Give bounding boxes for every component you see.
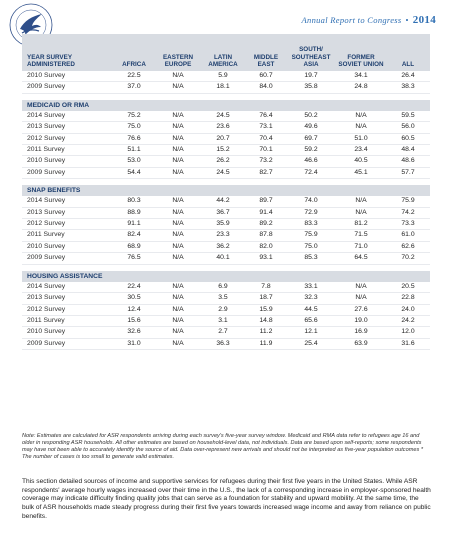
- cell-middle-east: 89.7: [246, 196, 286, 207]
- cell-latin-america: 15.2: [200, 145, 246, 156]
- section-header-row: [22, 100, 430, 111]
- cell-middle-east: 84.0: [246, 82, 286, 93]
- cell-africa: 30.5: [112, 293, 156, 304]
- cell-latin-america: 36.2: [200, 241, 246, 252]
- section-header-row: [22, 185, 430, 196]
- cell-label: 2014 Survey: [22, 282, 112, 293]
- cell-south-southeast-asia: 49.6: [286, 122, 336, 133]
- cell-eastern-europe: N/A: [156, 219, 200, 230]
- cell-south-southeast-asia: 69.7: [286, 133, 336, 144]
- cell-middle-east: 60.7: [246, 71, 286, 82]
- cell-middle-east: 87.8: [246, 230, 286, 241]
- data-table-container: [22, 34, 430, 350]
- cell-former-soviet-union: N/A: [336, 282, 386, 293]
- table-row: [22, 156, 430, 167]
- col-africa: AFRICA: [112, 34, 156, 71]
- cell-all: 62.6: [386, 241, 430, 252]
- cell-former-soviet-union: N/A: [336, 122, 386, 133]
- section-summary-paragraph: This section detailed sources of income and supportive services for refugees during their first five years in the United States. While ASR respondents' average hourly wages increased over their time in the U.S., the lack of a corresponding increase in employer-sponsored health coverage may indicate difficulty finding quality jobs that can serve as a foundation for stability and upward mobility. At the same time, the bulk of ASR households made steady progress during their first five years towards increased wage income and away from reliance on public benefits.: [22, 478, 431, 520]
- cell-latin-america: 44.2: [200, 196, 246, 207]
- cell-middle-east: 70.4: [246, 133, 286, 144]
- cell-all: 20.5: [386, 282, 430, 293]
- cell-middle-east: 14.8: [246, 315, 286, 326]
- cell-latin-america: 23.3: [200, 230, 246, 241]
- cell-middle-east: 82.0: [246, 241, 286, 252]
- table-row: [22, 282, 430, 293]
- cell-all: 24.0: [386, 304, 430, 315]
- cell-all: 24.2: [386, 315, 430, 326]
- cell-latin-america: 26.2: [200, 156, 246, 167]
- cell-former-soviet-union: 27.6: [336, 304, 386, 315]
- cell-africa: 37.0: [112, 82, 156, 93]
- table-row: [22, 219, 430, 230]
- table-row: [22, 82, 430, 93]
- cell-latin-america: 36.7: [200, 207, 246, 218]
- cell-all: 56.0: [386, 122, 430, 133]
- cell-africa: 68.9: [112, 241, 156, 252]
- table-row: [22, 133, 430, 144]
- cell-former-soviet-union: 16.9: [336, 327, 386, 338]
- cell-label: 2011 Survey: [22, 315, 112, 326]
- cell-south-southeast-asia: 59.2: [286, 145, 336, 156]
- table-body: [22, 71, 430, 350]
- cell-middle-east: 18.7: [246, 293, 286, 304]
- cell-all: 73.3: [386, 219, 430, 230]
- cell-africa: 80.3: [112, 196, 156, 207]
- section-title: MEDICAID OR RMA: [22, 100, 430, 111]
- table-row: [22, 71, 430, 82]
- cell-label: 2009 Survey: [22, 338, 112, 349]
- cell-africa: 76.5: [112, 253, 156, 264]
- cell-former-soviet-union: N/A: [336, 196, 386, 207]
- table-row: [22, 196, 430, 207]
- cell-latin-america: 6.9: [200, 282, 246, 293]
- cell-all: 26.4: [386, 71, 430, 82]
- cell-all: 57.7: [386, 167, 430, 178]
- cell-eastern-europe: N/A: [156, 196, 200, 207]
- survey-data-table: [22, 34, 430, 350]
- cell-latin-america: 24.5: [200, 111, 246, 122]
- table-note: Note: Estimates are calculated for ASR respondents arriving during each survey's five-year survey window. Medicaid and RMA data refer to refugees age 16 and older in responding ASR households. All other estimates are based on household-level data, not individuals. Data are based upon self-reports; some respondents may have not been able to accurately identify the source of aid. Data over-represent new arrivals and should not be interpreted as five-year population outcomes * The number of cases is too small to generate valid estimates.: [22, 433, 424, 460]
- cell-middle-east: 7.8: [246, 282, 286, 293]
- section-title: HOUSING ASSISTANCE: [22, 271, 430, 282]
- cell-middle-east: 11.9: [246, 338, 286, 349]
- report-title: Annual Report to Congress: [301, 15, 402, 25]
- table-row: [22, 111, 430, 122]
- cell-africa: 15.6: [112, 315, 156, 326]
- cell-former-soviet-union: 51.0: [336, 133, 386, 144]
- table-row: [22, 167, 430, 178]
- cell-all: 61.0: [386, 230, 430, 241]
- cell-eastern-europe: N/A: [156, 315, 200, 326]
- col-year-survey: YEAR SURVEY ADMINISTERED: [22, 34, 112, 71]
- cell-latin-america: 3.1: [200, 315, 246, 326]
- cell-former-soviet-union: 24.8: [336, 82, 386, 93]
- table-row: [22, 230, 430, 241]
- cell-middle-east: 70.1: [246, 145, 286, 156]
- table-row: [22, 145, 430, 156]
- cell-eastern-europe: N/A: [156, 122, 200, 133]
- cell-all: 48.6: [386, 156, 430, 167]
- cell-middle-east: 82.7: [246, 167, 286, 178]
- cell-eastern-europe: N/A: [156, 327, 200, 338]
- cell-africa: 75.2: [112, 111, 156, 122]
- cell-label: 2012 Survey: [22, 219, 112, 230]
- table-row: [22, 338, 430, 349]
- cell-latin-america: 5.9: [200, 71, 246, 82]
- table-row: [22, 293, 430, 304]
- cell-former-soviet-union: N/A: [336, 111, 386, 122]
- cell-label: 2009 Survey: [22, 82, 112, 93]
- cell-middle-east: 15.9: [246, 304, 286, 315]
- cell-south-southeast-asia: 75.9: [286, 230, 336, 241]
- col-former-soviet-union: FORMER SOVIET UNION: [336, 34, 386, 71]
- cell-south-southeast-asia: 72.4: [286, 167, 336, 178]
- cell-eastern-europe: N/A: [156, 82, 200, 93]
- cell-middle-east: 73.1: [246, 122, 286, 133]
- cell-all: 38.3: [386, 82, 430, 93]
- cell-south-southeast-asia: 19.7: [286, 71, 336, 82]
- cell-africa: 31.0: [112, 338, 156, 349]
- cell-former-soviet-union: 40.5: [336, 156, 386, 167]
- cell-africa: 32.6: [112, 327, 156, 338]
- report-year: 2014: [412, 14, 436, 26]
- cell-middle-east: 91.4: [246, 207, 286, 218]
- cell-all: 60.5: [386, 133, 430, 144]
- cell-south-southeast-asia: 50.2: [286, 111, 336, 122]
- cell-eastern-europe: N/A: [156, 156, 200, 167]
- cell-africa: 51.1: [112, 145, 156, 156]
- cell-south-southeast-asia: 44.5: [286, 304, 336, 315]
- cell-former-soviet-union: 45.1: [336, 167, 386, 178]
- cell-label: 2011 Survey: [22, 145, 112, 156]
- cell-south-southeast-asia: 25.4: [286, 338, 336, 349]
- cell-eastern-europe: N/A: [156, 293, 200, 304]
- cell-former-soviet-union: N/A: [336, 207, 386, 218]
- cell-all: 48.4: [386, 145, 430, 156]
- cell-eastern-europe: N/A: [156, 241, 200, 252]
- cell-all: 74.2: [386, 207, 430, 218]
- cell-middle-east: 11.2: [246, 327, 286, 338]
- cell-middle-east: 76.4: [246, 111, 286, 122]
- cell-label: 2009 Survey: [22, 253, 112, 264]
- cell-africa: 22.5: [112, 71, 156, 82]
- cell-all: 75.9: [386, 196, 430, 207]
- cell-middle-east: 89.2: [246, 219, 286, 230]
- cell-africa: 12.4: [112, 304, 156, 315]
- cell-former-soviet-union: 71.0: [336, 241, 386, 252]
- cell-south-southeast-asia: 65.6: [286, 315, 336, 326]
- table-row: [22, 327, 430, 338]
- cell-label: 2013 Survey: [22, 122, 112, 133]
- cell-eastern-europe: N/A: [156, 230, 200, 241]
- table-row: [22, 253, 430, 264]
- cell-former-soviet-union: 81.2: [336, 219, 386, 230]
- cell-latin-america: 2.7: [200, 327, 246, 338]
- cell-africa: 82.4: [112, 230, 156, 241]
- cell-label: 2013 Survey: [22, 207, 112, 218]
- cell-all: 12.0: [386, 327, 430, 338]
- cell-all: 59.5: [386, 111, 430, 122]
- cell-africa: 22.4: [112, 282, 156, 293]
- cell-africa: 91.1: [112, 219, 156, 230]
- table-row: [22, 122, 430, 133]
- cell-africa: 54.4: [112, 167, 156, 178]
- cell-africa: 76.6: [112, 133, 156, 144]
- cell-south-southeast-asia: 35.8: [286, 82, 336, 93]
- cell-all: 22.8: [386, 293, 430, 304]
- cell-latin-america: 3.5: [200, 293, 246, 304]
- cell-latin-america: 23.6: [200, 122, 246, 133]
- cell-label: 2014 Survey: [22, 196, 112, 207]
- col-all: ALL: [386, 34, 430, 71]
- cell-former-soviet-union: 34.1: [336, 71, 386, 82]
- cell-label: 2012 Survey: [22, 304, 112, 315]
- cell-eastern-europe: N/A: [156, 253, 200, 264]
- cell-south-southeast-asia: 32.3: [286, 293, 336, 304]
- col-south-southeast-asia: SOUTH/ SOUTHEAST ASIA: [286, 34, 336, 71]
- cell-former-soviet-union: 71.5: [336, 230, 386, 241]
- header-separator: •: [405, 15, 409, 25]
- cell-label: 2010 Survey: [22, 71, 112, 82]
- cell-latin-america: 18.1: [200, 82, 246, 93]
- table-row: [22, 315, 430, 326]
- col-middle-east: MIDDLE EAST: [246, 34, 286, 71]
- cell-south-southeast-asia: 83.3: [286, 219, 336, 230]
- cell-latin-america: 2.9: [200, 304, 246, 315]
- cell-latin-america: 40.1: [200, 253, 246, 264]
- cell-label: 2012 Survey: [22, 133, 112, 144]
- cell-south-southeast-asia: 33.1: [286, 282, 336, 293]
- cell-label: 2010 Survey: [22, 241, 112, 252]
- cell-eastern-europe: N/A: [156, 304, 200, 315]
- cell-eastern-europe: N/A: [156, 133, 200, 144]
- cell-africa: 53.0: [112, 156, 156, 167]
- cell-south-southeast-asia: 75.0: [286, 241, 336, 252]
- cell-middle-east: 93.1: [246, 253, 286, 264]
- cell-middle-east: 73.2: [246, 156, 286, 167]
- cell-africa: 88.9: [112, 207, 156, 218]
- cell-latin-america: 20.7: [200, 133, 246, 144]
- cell-eastern-europe: N/A: [156, 71, 200, 82]
- table-row: [22, 207, 430, 218]
- col-latin-america: LATIN AMERICA: [200, 34, 246, 71]
- cell-eastern-europe: N/A: [156, 338, 200, 349]
- cell-eastern-europe: N/A: [156, 145, 200, 156]
- section-title: SNAP BENEFITS: [22, 185, 430, 196]
- col-eastern-europe: EASTERN EUROPE: [156, 34, 200, 71]
- cell-former-soviet-union: 19.0: [336, 315, 386, 326]
- cell-south-southeast-asia: 46.6: [286, 156, 336, 167]
- cell-latin-america: 24.5: [200, 167, 246, 178]
- table-row: [22, 241, 430, 252]
- cell-south-southeast-asia: 12.1: [286, 327, 336, 338]
- cell-eastern-europe: N/A: [156, 167, 200, 178]
- cell-former-soviet-union: 23.4: [336, 145, 386, 156]
- cell-south-southeast-asia: 74.0: [286, 196, 336, 207]
- cell-label: 2009 Survey: [22, 167, 112, 178]
- cell-south-southeast-asia: 85.3: [286, 253, 336, 264]
- cell-all: 70.2: [386, 253, 430, 264]
- cell-all: 31.6: [386, 338, 430, 349]
- cell-former-soviet-union: 64.5: [336, 253, 386, 264]
- cell-eastern-europe: N/A: [156, 282, 200, 293]
- cell-label: 2014 Survey: [22, 111, 112, 122]
- table-row: [22, 304, 430, 315]
- report-header: [302, 14, 436, 26]
- cell-label: 2011 Survey: [22, 230, 112, 241]
- cell-former-soviet-union: N/A: [336, 293, 386, 304]
- cell-label: 2013 Survey: [22, 293, 112, 304]
- cell-eastern-europe: N/A: [156, 207, 200, 218]
- cell-former-soviet-union: 63.9: [336, 338, 386, 349]
- section-header-row: [22, 271, 430, 282]
- cell-label: 2010 Survey: [22, 327, 112, 338]
- cell-eastern-europe: N/A: [156, 111, 200, 122]
- cell-africa: 75.0: [112, 122, 156, 133]
- cell-south-southeast-asia: 72.9: [286, 207, 336, 218]
- cell-latin-america: 35.9: [200, 219, 246, 230]
- cell-label: 2010 Survey: [22, 156, 112, 167]
- cell-latin-america: 36.3: [200, 338, 246, 349]
